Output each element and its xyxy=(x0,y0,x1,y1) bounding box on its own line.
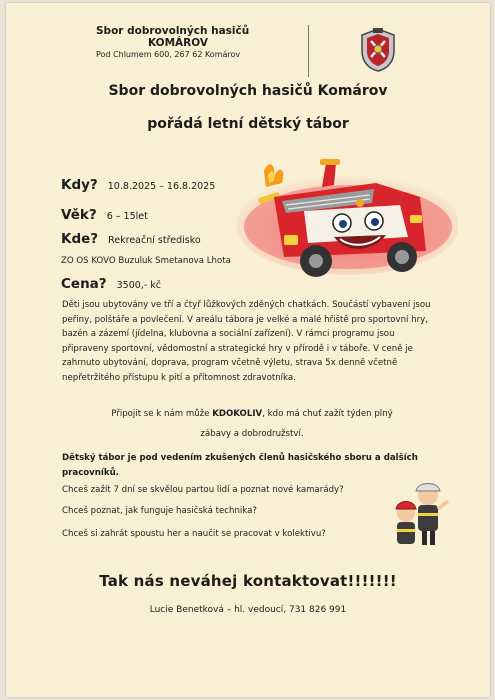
leadership-note: Dětský tábor je pod vedením zkušených členů hasičského sboru a dalších pracovníků. xyxy=(62,453,418,478)
camp-description: Děti jsou ubytovány ve tří a čtyř lůžkových zděných chatkách. Součástí vybavení jsou peřiny, polštáře a povlečení. V areálu tábora je velké a malé hřiště pro sportovní hry, bazén a zázemí (jídelna, klubovna a sociální zařízení). V rámci programu jsou připraveny sportovní, vědomostní a strategické hry v přírodě i v táboře. V ceně je zahrnuto ubytování, doprava, program včetně výletu, strava 5x denně včetně nepřetržitého přístupu k pití a přítomnost zdravotníka. xyxy=(62,300,431,383)
when-label: Kdy? xyxy=(61,177,98,193)
org-name: Sbor dobrovolných hasičů xyxy=(96,25,250,37)
firefighter-kids-illustration xyxy=(386,479,452,549)
org-address: Pod Chlumem 600, 267 62 Komárov xyxy=(96,50,241,59)
price-label: Cena? xyxy=(61,276,107,292)
question-3: Chceš si zahrát spoustu her a naučit se pracovat v kolektivu? xyxy=(62,529,326,539)
age-row xyxy=(61,207,148,223)
question-1: Chceš zažít 7 dní se skvělou partou lidí a poznat nové kamarády? xyxy=(62,485,344,495)
join-highlight: KDOKOLIV xyxy=(212,409,263,419)
when-row xyxy=(61,177,215,193)
join-line2: zábavy a dobrodružství. xyxy=(200,429,304,439)
fire-truck-illustration xyxy=(224,153,458,285)
where-value-line2: ZO OS KOVO Buzuluk Smetanova Lhota xyxy=(61,256,231,266)
where-value-line1: Rekreační středisko xyxy=(108,235,201,246)
fire-brigade-emblem-icon xyxy=(358,27,398,73)
header-divider xyxy=(308,25,309,77)
call-to-action: Tak nás neváhej kontaktovat!!!!!!! xyxy=(99,572,397,590)
when-value: 10.8.2025 – 16.8.2025 xyxy=(107,181,216,192)
question-2: Chceš poznat, jak funguje hasičská technika? xyxy=(62,506,257,516)
join-after: , kdo má chuť zažít týden plný xyxy=(262,409,393,419)
age-value: 6 – 15let xyxy=(106,211,148,222)
where-row xyxy=(61,231,201,247)
flyer-page xyxy=(6,3,490,697)
join-text xyxy=(62,407,442,422)
where-label: Kde? xyxy=(61,231,99,247)
price-value: 3500,- kč xyxy=(116,280,161,291)
letterhead xyxy=(96,25,326,61)
sub-title: pořádá letní dětský tábor xyxy=(147,116,349,132)
price-row xyxy=(61,276,161,292)
main-title: Sbor dobrovolných hasičů Komárov xyxy=(108,83,388,99)
age-label: Věk? xyxy=(61,207,97,223)
org-city: KOMÁROV xyxy=(148,37,209,49)
contact-line: Lucie Benetková – hl. vedoucí, 731 826 991 xyxy=(149,605,347,615)
join-before: Připojit se k nám může xyxy=(111,409,213,419)
